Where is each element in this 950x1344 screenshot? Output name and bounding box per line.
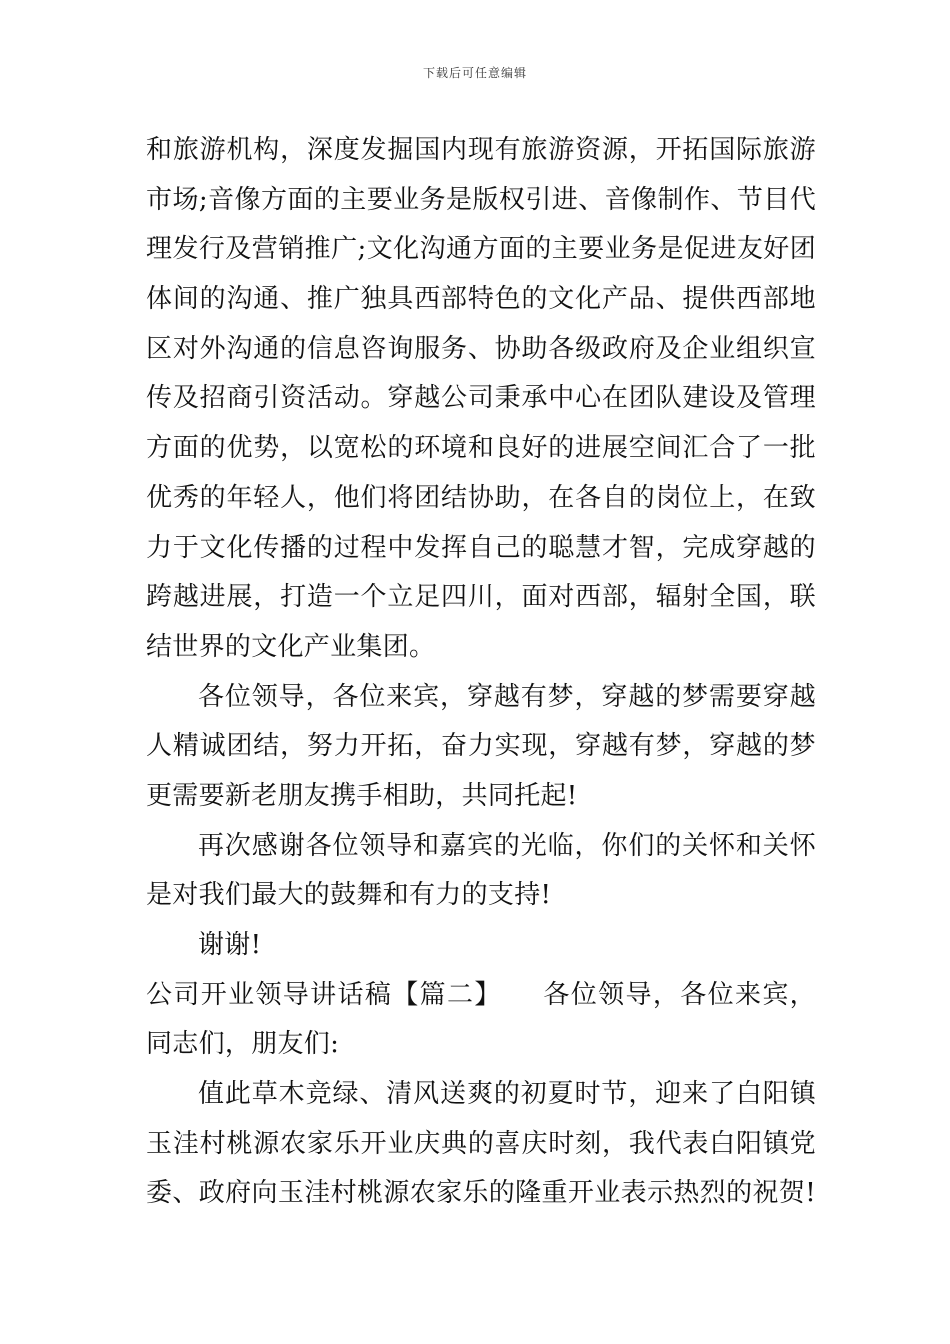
- text-line: 体间的沟通、推广独具西部特色的文化产品、提供西部地: [146, 284, 816, 315]
- text-line: 传及招商引资活动。穿越公司秉承中心在团队建设及管理: [146, 383, 816, 414]
- text-line: 委、政府向玉洼村桃源农家乐的隆重开业表示热烈的祝贺!: [146, 1178, 816, 1209]
- page-header: 下载后可任意编辑: [422, 66, 527, 80]
- text-line: 再次感谢各位领导和嘉宾的光临，你们的关怀和关怀: [198, 830, 816, 861]
- text-line: 更需要新老朋友携手相助，共同托起!: [146, 780, 578, 811]
- text-line: 结世界的文化产业集团。: [146, 631, 436, 662]
- text-line: 理发行及营销推广;文化沟通方面的主要业务是促进友好团: [146, 234, 816, 265]
- text-line: 跨越进展，打造一个立足四川，面对西部，辐射全国，联: [146, 582, 816, 613]
- text-line: 方面的优势，以宽松的环境和良好的进展空间汇合了一批: [146, 433, 816, 464]
- text-line: 人精诚团结，努力开拓，奋力实现，穿越有梦，穿越的梦: [146, 731, 816, 762]
- text-line: 值此草木竞绿、清风送爽的初夏时节，迎来了白阳镇: [198, 1079, 816, 1110]
- text-line: 同志们，朋友们:: [146, 1029, 340, 1060]
- text-line: 是对我们最大的鼓舞和有力的支持!: [146, 880, 552, 911]
- text-line: 玉洼村桃源农家乐开业庆典的喜庆时刻，我代表白阳镇党: [146, 1128, 816, 1159]
- text-line: 区对外沟通的信息咨询服务、协助各级政府及企业组织宣: [146, 333, 816, 364]
- text-line: 谢谢!: [198, 930, 262, 960]
- text-line: 各位领导，各位来宾，穿越有梦，穿越的梦需要穿越: [198, 681, 816, 712]
- text-line: 公司开业领导讲话稿【篇二】 各位领导，各位来宾，: [146, 979, 816, 1010]
- text-line: 优秀的年轻人，他们将团结协助，在各自的岗位上，在致: [146, 482, 816, 513]
- text-line: 和旅游机构，深度发掘国内现有旅游资源，开拓国际旅游: [146, 135, 816, 165]
- text-line: 力于文化传播的过程中发挥自己的聪慧才智，完成穿越的: [146, 532, 816, 563]
- text-line: 市场;音像方面的主要业务是版权引进、音像制作、节目代: [146, 184, 816, 215]
- document-body: [146, 126, 816, 1219]
